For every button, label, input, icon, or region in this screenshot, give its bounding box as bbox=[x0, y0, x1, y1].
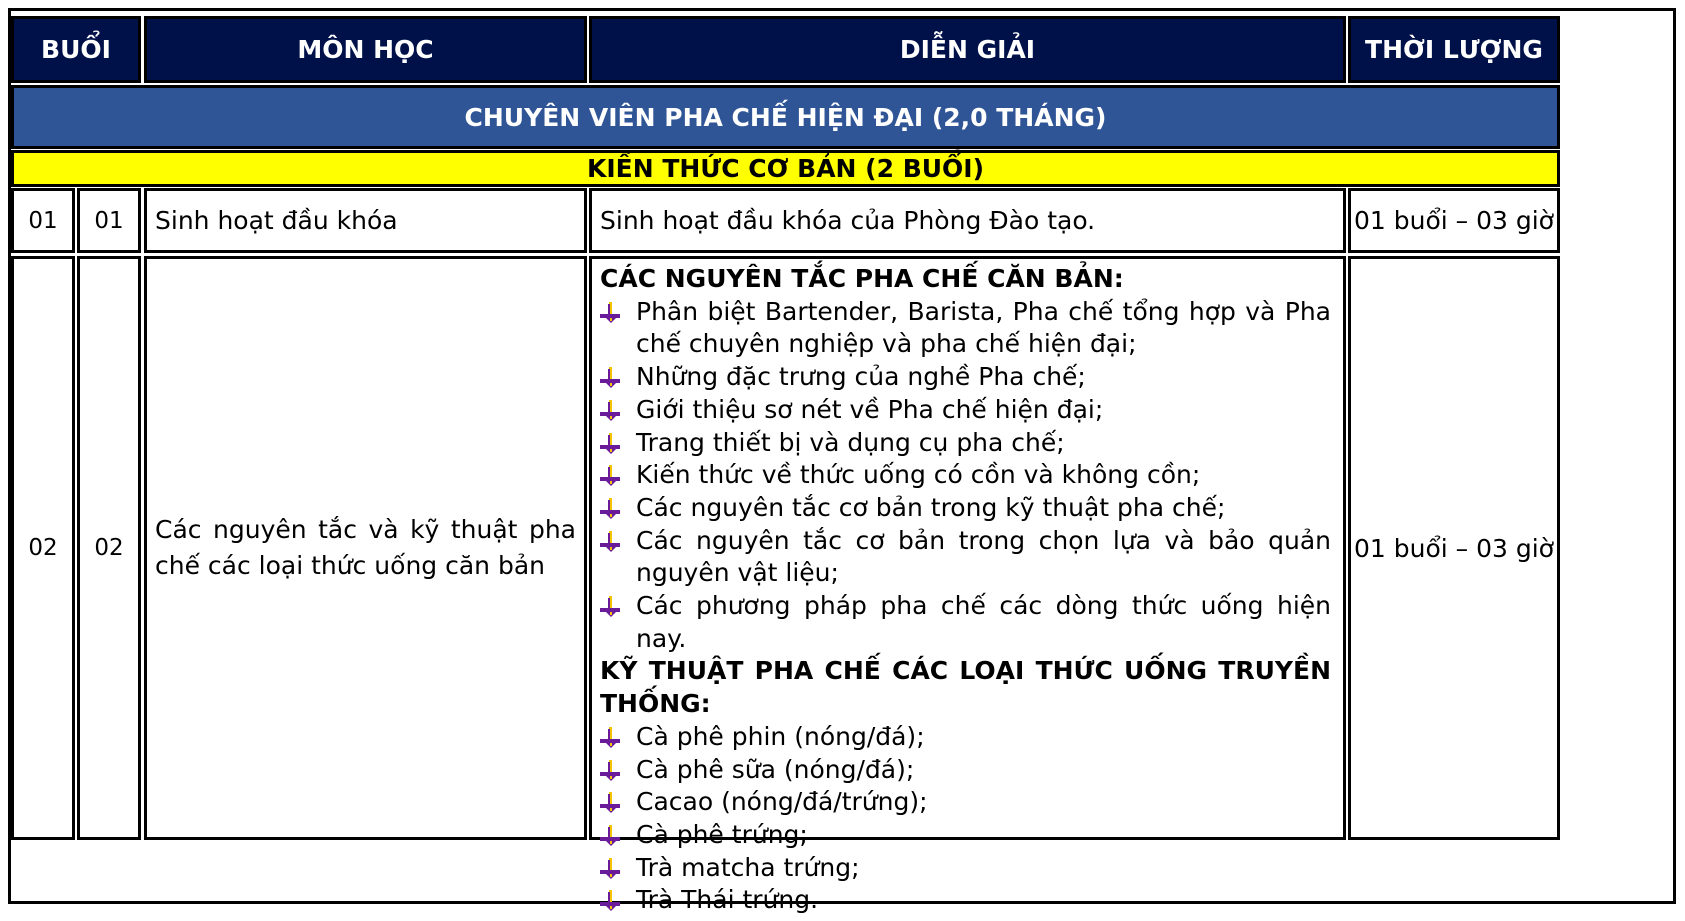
section-title-bar bbox=[11, 150, 1560, 187]
header-mon-hoc-label: MÔN HỌC bbox=[297, 35, 434, 64]
row1-subject bbox=[144, 188, 587, 253]
row1-description bbox=[589, 188, 1346, 253]
list-item-text: Cà phê trứng; bbox=[636, 819, 808, 849]
header-dien-giai-label: DIỄN GIẢI bbox=[899, 35, 1036, 64]
group2-list bbox=[600, 721, 1331, 917]
section-title: KIẾN THỨC CƠ BẢN (2 BUỔI) bbox=[586, 154, 985, 183]
plus-arrow-bullet-icon bbox=[600, 492, 636, 524]
list-item-text: Các phương pháp pha chế các dòng thức uống hiện nay. bbox=[636, 591, 1331, 653]
row2-session-value: 02 bbox=[28, 535, 58, 561]
list-item bbox=[600, 427, 1331, 460]
header-thoi-luong bbox=[1348, 16, 1560, 83]
row1-session-value: 01 bbox=[28, 207, 58, 234]
plus-arrow-bullet-icon bbox=[600, 884, 636, 916]
plus-arrow-bullet-icon bbox=[600, 427, 636, 459]
list-item bbox=[600, 492, 1331, 525]
plus-arrow-bullet-icon bbox=[600, 525, 636, 557]
group1-list bbox=[600, 296, 1331, 656]
list-item-text: Các nguyên tắc cơ bản trong chọn lựa và bảo quản nguyên vật liệu; bbox=[636, 525, 1331, 588]
list-item-text: Kiến thức về thức uống có cồn và không cồn; bbox=[636, 460, 1201, 490]
header-buoi bbox=[11, 16, 141, 83]
list-item bbox=[600, 394, 1331, 427]
header-thoi-luong-label: THỜI LƯỢNG bbox=[1365, 35, 1543, 64]
list-item bbox=[600, 296, 1331, 361]
list-item bbox=[600, 590, 1331, 655]
list-item-text: Phân biệt Bartender, Barista, Pha chế tổng hợp và Pha chế chuyên nghiệp và pha chế hiện đại; bbox=[636, 296, 1331, 359]
row2-duration bbox=[1348, 256, 1560, 840]
row2-session bbox=[11, 256, 75, 840]
list-item-text: Trà Thái trứng. bbox=[636, 885, 819, 915]
row2-subject-text: Các nguyên tắc và kỹ thuật pha chế các loại thức uống căn bản bbox=[155, 515, 576, 580]
list-item bbox=[600, 819, 1331, 852]
row1-duration-text: 01 buổi – 03 giờ bbox=[1354, 206, 1554, 235]
list-item-text: Trà matcha trứng; bbox=[636, 852, 860, 882]
list-item bbox=[600, 361, 1331, 394]
plus-arrow-bullet-icon bbox=[600, 590, 636, 622]
row1-lesson-value: 01 bbox=[94, 207, 124, 234]
list-item-text: Những đặc trưng của nghề Pha chế; bbox=[636, 362, 1086, 392]
header-buoi-label: BUỔI bbox=[41, 35, 111, 64]
list-item-text: Các nguyên tắc cơ bản trong kỹ thuật pha chế; bbox=[636, 492, 1226, 522]
list-item bbox=[600, 884, 1331, 917]
list-item-text: Giới thiệu sơ nét về Pha chế hiện đại; bbox=[636, 394, 1104, 424]
list-item bbox=[600, 459, 1331, 492]
course-title-bar bbox=[11, 85, 1560, 149]
list-item-text: Trang thiết bị và dụng cụ pha chế; bbox=[636, 427, 1065, 457]
header-dien-giai bbox=[589, 16, 1346, 83]
group1-heading: CÁC NGUYÊN TẮC PHA CHẾ CĂN BẢN: bbox=[600, 264, 1124, 293]
plus-arrow-bullet-icon bbox=[600, 361, 636, 393]
list-item bbox=[600, 721, 1331, 754]
list-item-text: Cacao (nóng/đá/trứng); bbox=[636, 787, 928, 817]
list-item-text: Cà phê sữa (nóng/đá); bbox=[636, 754, 915, 784]
row2-description bbox=[589, 256, 1346, 915]
list-item bbox=[600, 852, 1331, 885]
header-mon-hoc bbox=[144, 16, 587, 83]
plus-arrow-bullet-icon bbox=[600, 852, 636, 884]
list-item bbox=[600, 786, 1331, 819]
plus-arrow-bullet-icon bbox=[600, 786, 636, 818]
list-item bbox=[600, 754, 1331, 787]
plus-arrow-bullet-icon bbox=[600, 296, 636, 328]
list-item bbox=[600, 525, 1331, 590]
row2-lesson-value: 02 bbox=[94, 535, 124, 561]
row1-subject-text: Sinh hoạt đầu khóa bbox=[155, 206, 398, 235]
row1-duration bbox=[1348, 188, 1560, 253]
row1-session bbox=[11, 188, 75, 253]
plus-arrow-bullet-icon bbox=[600, 819, 636, 851]
course-title: CHUYÊN VIÊN PHA CHẾ HIỆN ĐẠI (2,0 THÁNG) bbox=[464, 102, 1107, 132]
row2-subject bbox=[144, 256, 587, 840]
list-item-text: Cà phê phin (nóng/đá); bbox=[636, 721, 925, 751]
row1-lesson bbox=[77, 188, 141, 253]
group2-heading: KỸ THUẬT PHA CHẾ CÁC LOẠI THỨC UỐNG TRUYỀN THỐNG: bbox=[600, 656, 1331, 719]
plus-arrow-bullet-icon bbox=[600, 754, 636, 786]
plus-arrow-bullet-icon bbox=[600, 459, 636, 491]
plus-arrow-bullet-icon bbox=[600, 394, 636, 426]
row2-lesson bbox=[77, 256, 141, 840]
plus-arrow-bullet-icon bbox=[600, 721, 636, 753]
row1-description-text: Sinh hoạt đầu khóa của Phòng Đào tạo. bbox=[600, 206, 1096, 235]
row2-duration-text: 01 buổi – 03 giờ bbox=[1354, 533, 1554, 563]
